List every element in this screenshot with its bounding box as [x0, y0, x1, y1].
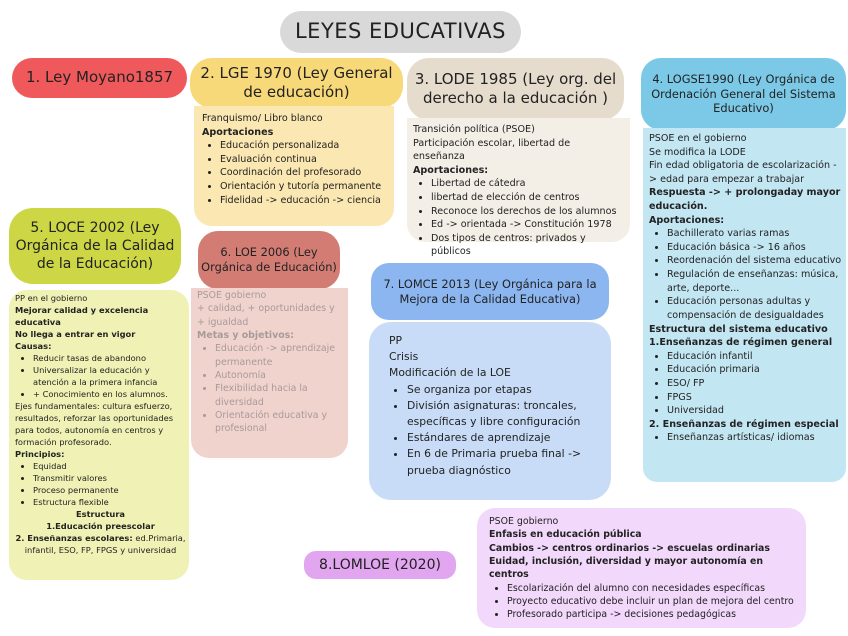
law-4-general: 1.Enseñanzas de régimen general [649, 337, 833, 349]
law-8-heading: 8.LOMLOE (2020) [304, 551, 456, 579]
law-5-escolares [15, 532, 186, 556]
law-4-heading: 4. LOGSE1990 (Ley Orgánica de Ordenación General del Sistema Educativo) [641, 58, 846, 130]
law-8-box [477, 508, 806, 628]
law-4-estructura: Estructura del sistema educativo [649, 323, 828, 335]
law-4-general-item: • Educación primaria [667, 363, 842, 377]
law-5-heading: 5. LOCE 2002 (Ley Orgánica de la Calidad de la Educación) [9, 208, 181, 284]
law-6-metas: Metas y objetivos: [197, 330, 295, 342]
law-3-item: • Dos tipos de centros: privados y públicos [431, 232, 624, 259]
law-6-item: • Orientación educativa y profesional [215, 409, 344, 436]
law-4-aportaciones: Aportaciones: [649, 214, 725, 226]
law-6-item: • Educación -> aprendizaje permanente [215, 342, 344, 369]
law-3-line: Transición política (PSOE) [413, 124, 535, 135]
law-2-item: • Educación personalizada [220, 139, 388, 153]
law-4-line: Se modifica la LODE [649, 146, 746, 158]
law-5-causas: Causas: [15, 341, 52, 352]
law-2-item: • Fidelidad -> educación -> ciencia [220, 194, 388, 208]
law-3-box [407, 118, 630, 258]
law-4-item: • Bachillerato varias ramas [667, 227, 842, 241]
law-6-line: + calidad, + oportunidades y + igualdad [197, 303, 335, 328]
law-4-general-item: • FPGS [667, 391, 842, 405]
law-5-ejes: Ejes fundamentales: cultura esfuerzo, resultados, reforzar las oportunidades para todos, autonomía en centros y formación profesorado. [15, 401, 174, 448]
law-8-bold-line: Euidad, inclusión, diversidad y mayor autonomía en centros [489, 556, 764, 581]
law-3-heading: 3. LODE 1985 (Ley org. del derecho a la educación ) [407, 58, 624, 120]
law-6-line: PSOE gobierno [197, 290, 267, 301]
law-8-bold-line: Enfasis en educación pública [489, 529, 642, 541]
law-8-item: • Proyecto educativo debe incluir un plan de mejora del centro [507, 595, 800, 608]
law-5-principios: Principios: [15, 449, 65, 460]
law-5-box [9, 290, 189, 580]
law-7-heading: 7. LOMCE 2013 (Ley Orgánica para la Mejora de la Calidad Educativa) [371, 263, 609, 320]
law-6-item: • Autonomía [215, 369, 344, 382]
law-1-heading: 1. Ley Moyano1857 [12, 58, 187, 98]
law-4-respuesta: Respuesta -> + prolongaday mayor educación. [649, 187, 841, 213]
law-3-item: • Reconoce los derechos de los alumnos [431, 205, 624, 219]
law-5-escolares-label: 2. Enseñanzas escolares: [15, 533, 133, 544]
law-3-aportaciones: Aportaciones: [413, 164, 489, 176]
law-8-item: • Escolarización del alumno con necesidades específicas [507, 582, 800, 595]
law-5-estructura: Estructura [75, 509, 126, 520]
law-3-item: • Libertad de cátedra [431, 177, 624, 191]
law-4-general-item: • ESO/ FP [667, 377, 842, 391]
law-4-line: PSOE en el gobierno [649, 133, 747, 144]
law-7-box [369, 322, 611, 500]
law-8-line: PSOE gobierno [489, 516, 559, 527]
law-3-line: Participación escolar, libertad de enseñanza [413, 137, 571, 163]
law-5-principio-item: • Transmitir valores [33, 472, 186, 484]
law-2-heading: 2. LGE 1970 (Ley General de educación) [190, 58, 403, 108]
law-7-item: • Estándares de aprendizaje [407, 430, 603, 446]
law-5-principio-item: • Proceso permanente [33, 484, 186, 496]
law-2-item: • Coordinación del profesorado [220, 166, 388, 180]
law-5-principio-item: • Equidad [33, 460, 186, 472]
law-5-line: PP en el gobierno [15, 293, 88, 303]
law-6-item: • Flexibilidad hacia la diversidad [215, 382, 344, 409]
law-8-item: • Profesorado participa -> decisiones pedagógicas [507, 608, 800, 621]
law-2-box [194, 106, 394, 226]
law-7-line: PP [389, 334, 403, 347]
law-2-item: • Evaluación continua [220, 153, 388, 167]
law-7-item: • En 6 de Primaria prueba final -> prueba diagnóstico [407, 446, 603, 478]
law-4-general-item: • Educación infantil [667, 350, 842, 364]
law-3-item: • Ed -> orientada -> Constitución 1978 [431, 218, 624, 232]
law-7-item: • Se organiza por etapas [407, 382, 603, 398]
law-7-line: Crisis [389, 350, 419, 364]
law-5-line: No llega a entrar en vigor [15, 329, 136, 340]
law-5-causa-item: • Reducir tasas de abandono [33, 352, 186, 364]
law-4-line: Fin edad obligatoria de escolarización -> edad para empezar a trabajar [649, 160, 837, 185]
law-6-heading: 6. LOE 2006 (Ley Orgánica de Educación) [198, 231, 340, 289]
law-5-escolares-text: ed.Primaria, infantil, ESO, FP, FPGS y universidad [24, 533, 186, 556]
law-4-box [643, 128, 846, 482]
law-2-item: • Orientación y tutoría permanente [220, 180, 388, 194]
law-4-item: • Educación personas adultas y compensación de desigualdades [667, 295, 842, 322]
law-4-item: • Educación básica -> 16 años [667, 241, 842, 255]
law-6-box [191, 288, 348, 458]
diagram-title: LEYES EDUCATIVAS [280, 11, 521, 53]
law-5-preescolar: 1.Educación preescolar [46, 521, 155, 532]
law-7-item: • División asignaturas: troncales, específicas y libre configuración [407, 398, 603, 430]
law-5-principio-item: • Estructura flexible [33, 496, 186, 508]
law-4-especial-item: • Enseñanzas artísticas/ idiomas [667, 431, 842, 445]
law-2-line: Franquismo/ Libro blanco [202, 113, 323, 124]
law-5-causa-item: • + Conocimiento en los alumnos. [33, 388, 186, 400]
law-4-item: • Regulación de enseñanzas: música, arte, deporte... [667, 268, 842, 295]
law-5-causa-item: • Universalizar la educación y atención a la primera infancia [33, 364, 186, 388]
law-5-line: Mejorar calidad y excelencia educativa [15, 305, 149, 328]
law-4-item: • Reordenación del sistema educativo [667, 254, 842, 268]
law-3-item: • libertad de elección de centros [431, 191, 624, 205]
law-8-bold-line: Cambios -> centros ordinarios -> escuelas ordinarias [489, 542, 770, 554]
law-2-aportaciones: Aportaciones [202, 126, 274, 138]
law-7-line: Modificación de la LOE [389, 366, 511, 380]
law-4-especial: 2. Enseñanzas de régimen especial [649, 418, 839, 430]
law-4-general-item: • Universidad [667, 404, 842, 418]
